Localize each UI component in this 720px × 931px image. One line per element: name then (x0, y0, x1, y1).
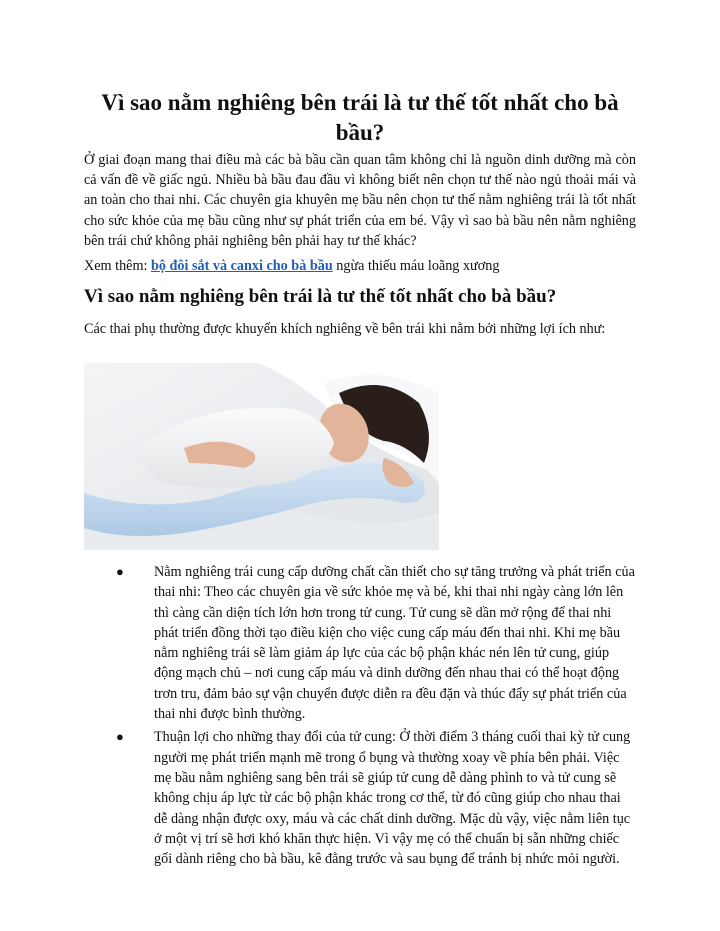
see-also-line (84, 256, 636, 276)
article-title: Vì sao nằm nghiêng bên trái là tư thế tốt nhất cho bà bầu? (101, 90, 619, 145)
photo-illustration (84, 363, 439, 550)
section-heading: Vì sao nằm nghiêng bên trái là tư thế tốt nhất cho bà bầu? (84, 286, 557, 307)
section-lead: Các thai phụ thường được khuyến khích nghiêng về bên trái khi nằm bởi những lợi ích như: (84, 321, 606, 337)
bullet-icon: ● (116, 564, 124, 579)
list-item-text: Nằm nghiêng trái cung cấp dưỡng chất cần thiết cho sự tăng trưởng và phát triển của thai nhi: Theo các chuyên gia về sức khỏe mẹ và bé, khi thai nhi ngày càng lớn lên thì càng cần diện tích lớn hơn trong tử cung. Tử cung sẽ dần mở rộng để thai nhi phát triển đồng thời tạo điều kiện cho việc cung cấp máu đến thai nhi. Khi mẹ bầu nằm nghiêng trái sẽ làm giảm áp lực của các bộ phận khác nén lên tử cung, giúp động mạch chủ – nơi cung cấp máu và dinh dưỡng đến nhau thai có thể hoạt động trơn tru, đảm bảo sự vận chuyển được diễn ra đều đặn và thúc đẩy sự phát triển của thai nhi được bình thường. (154, 564, 635, 723)
see-also-suffix: ngừa thiếu máu loãng xương (332, 258, 500, 274)
list-item-text: Thuận lợi cho những thay đổi của tử cung: Ở thời điểm 3 tháng cuối thai kỳ tử cung người mẹ phát triển mạnh mẽ trong ổ bụng và thường xoay về phía bên phải. Việc mẹ bầu nằm nghiêng sang bên trái sẽ giúp tử cung dễ dàng phình to và tử cung sẽ không chịu áp lực từ các bộ phận khác trong cơ thể, từ đó cũng giúp cho nhau thai dễ dàng nhận được oxy, máu và các chất dinh dưỡng. Mặc dù vậy, việc nằm liên tục ở một vị trí sẽ hơi khó khăn thực hiện. Vì vậy mẹ có thể chuẩn bị sẵn những chiếc gối dành riêng cho bà bầu, kê đằng trước và sau bụng để tránh bị nhức mỏi người. (154, 729, 631, 868)
intro-paragraph: Ở giai đoạn mang thai điều mà các bà bầu cần quan tâm không chỉ là nguồn dinh dưỡng mà còn cả vấn đề về giấc ngủ. Nhiều bà bầu đau đầu vì không biết nên chọn tư thế nào ngủ thoải mái và an toàn cho thai nhi. Các chuyên gia khuyên mẹ bầu nên chọn tư thế nằm nghiêng trái là tốt nhất cho sức khỏe của mẹ bầu cũng như sự phát triển của em bé. Vậy vì sao bà bầu nên nằm nghiêng bên trái chứ không phải nghiêng bên phải hay tư thế khác? (84, 152, 636, 249)
list-item (84, 727, 636, 869)
see-also-link[interactable]: bộ đôi sắt và canxi cho bà bầu (150, 258, 333, 274)
see-also-prefix: Xem thêm: (84, 258, 151, 274)
list-item (84, 562, 636, 724)
benefits-list (84, 562, 636, 872)
bullet-icon: ● (116, 729, 124, 745)
pregnant-woman-sleeping-photo (84, 363, 439, 550)
